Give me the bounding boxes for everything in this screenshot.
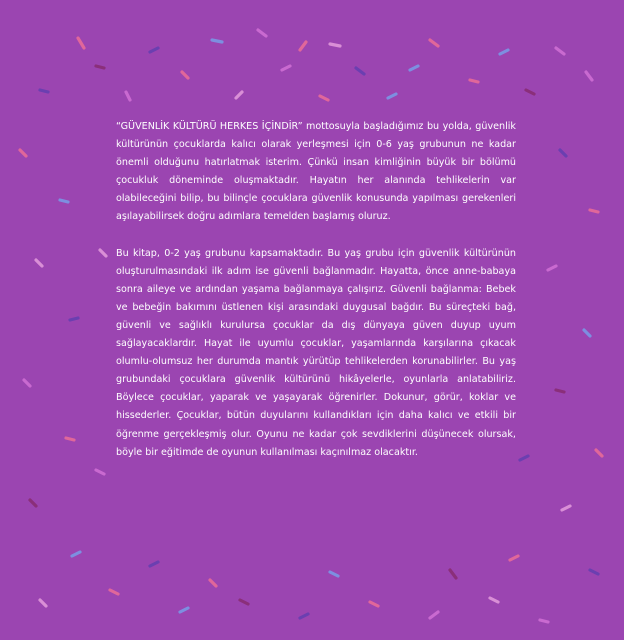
intro-text-block [116, 118, 516, 462]
confetti-dash [586, 72, 592, 80]
confetti-dash [96, 470, 104, 474]
confetti-dash [490, 598, 498, 602]
confetti-dash [182, 72, 188, 78]
confetti-dash [510, 556, 518, 560]
confetti-dash [126, 92, 130, 100]
confetti-dash [236, 92, 242, 98]
confetti-dash [520, 456, 528, 460]
confetti-dash [330, 44, 340, 46]
confetti-dash [150, 562, 158, 566]
confetti-dash [590, 210, 598, 212]
confetti-dash [78, 38, 84, 48]
confetti-dash [320, 96, 328, 100]
confetti-dash [72, 552, 80, 556]
confetti-dash [180, 608, 188, 612]
confetti-dash [370, 602, 378, 606]
confetti-dash [258, 30, 266, 36]
confetti-dash [430, 40, 438, 46]
confetti-dash [212, 40, 222, 42]
confetti-dash [430, 612, 438, 618]
confetti-dash [70, 318, 78, 320]
confetti-dash [40, 90, 48, 92]
confetti-dash [210, 580, 216, 586]
confetti-dash [596, 450, 602, 456]
confetti-dash [450, 570, 456, 578]
confetti-dash [556, 390, 564, 392]
confetti-dash [562, 506, 570, 510]
confetti-dash [100, 250, 106, 256]
confetti-dash [556, 48, 564, 54]
confetti-dash [240, 600, 248, 604]
confetti-dash [540, 620, 548, 622]
confetti-dash [300, 614, 308, 618]
confetti-dash [96, 66, 104, 68]
confetti-dash [548, 266, 556, 270]
confetti-dash [470, 80, 478, 82]
confetti-dash [36, 260, 42, 266]
confetti-dash [526, 90, 534, 94]
confetti-dash [282, 66, 290, 70]
confetti-dash [24, 380, 30, 386]
confetti-dash [330, 572, 338, 576]
confetti-dash [30, 500, 36, 506]
confetti-dash [584, 330, 590, 336]
confetti-dash [40, 600, 46, 606]
paragraph-book-scope: Bu kitap, 0-2 yaş grubunu kapsamaktadır. Bu yaş grubu için güvenlik kültürünün oluşturulmasındaki ilk adım ise güvenli bağlanmadır. Hayatta, önce anne-babaya sonra aileye ve ardından yaşama bağlanmaya çalışırız. Güvenli bağlanma: Bebek ve bebeğin bakımını üstlenen kişi arasındaki duygusal bağdır. Bu süreçteki bağ, güvenli ve sağlıklı kurulursa çocuklar da dış dünyaya güven duyup uyum sağlayacaklardır. Hayat ile uyumlu çocuklar, yaşamlarında karşılarına çıkacak olumlu-olumsuz her durumda mantık yürütüp tehlikelerden korunabilirler. Bu yaş grubundaki çocuklara güvenlik kültürünü hikâyelerle, oyunlarla anlatabiliriz. Böylece çocuklar, yaparak ve yaşayarak öğrenirler. Dokunur, görür, koklar ve hissederler. Çocuklar, bütün duyularını kullandıkları için daha kalıcı ve etkili bir öğrenme gerçekleşmiş olur. Oyunu ne kadar çok sevdiklerini düşünecek olursak, böyle bir eğitimde de oyunun kullanılması kaçınılmaz olacaktır. [116, 247, 516, 458]
confetti-dash [500, 50, 508, 54]
confetti-dash [110, 590, 118, 594]
confetti-dash [20, 150, 26, 156]
confetti-dash [66, 438, 74, 440]
confetti-dash [150, 48, 158, 52]
confetti-dash [560, 150, 566, 156]
paragraph-motto: “GÜVENLİK KÜLTÜRÜ HERKES İÇİNDİR” mottosuyla başladığımız bu yolda, güvenlik kültürünün çocuklarda kalıcı olarak yerleşmesi için 0-6 yaş grubunun ne kadar önemli olduğunu hatırlatmak isterim. Çünkü insan kimliğinin büyük bir bölümü çocukluk döneminde oluşmaktadır. Hayatın her alanında tehlikelerin var olabileceğini bilip, bu bilinçle çocuklara güvenlik konusunda yapılması gerekenleri aşılayabilirsek doğru adımlara temelden başlamış oluruz. [116, 121, 516, 223]
confetti-dash [388, 94, 396, 98]
confetti-dash [590, 570, 598, 574]
confetti-dash [60, 200, 68, 202]
confetti-dash [410, 66, 418, 70]
confetti-dash [356, 68, 364, 74]
confetti-dash [300, 42, 306, 50]
